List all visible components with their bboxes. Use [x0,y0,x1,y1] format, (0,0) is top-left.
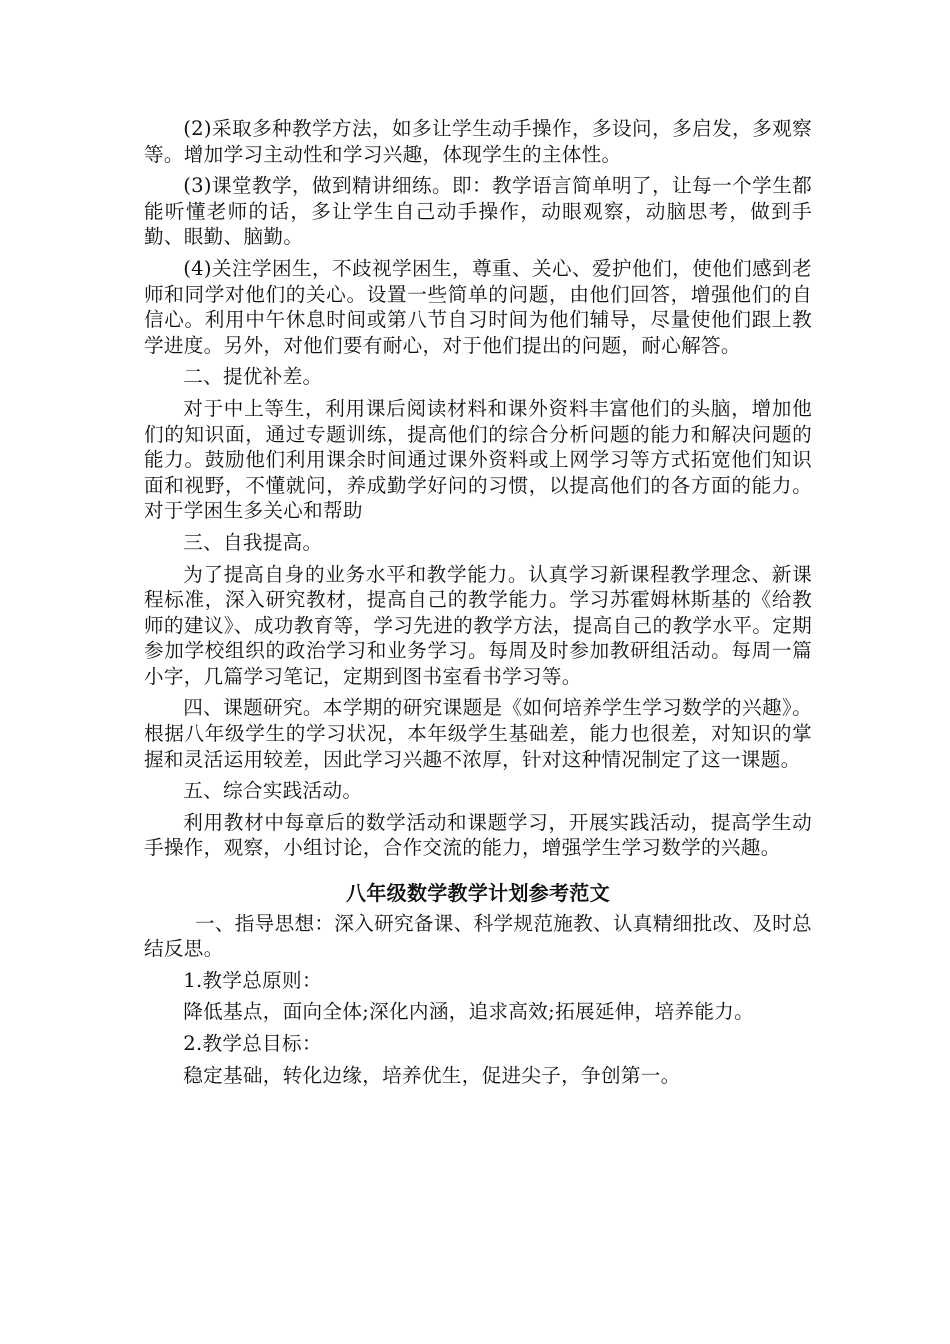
heading-goal: 2.教学总目标： [183,1032,322,1055]
document-page [144,116,812,1094]
paragraph-research: 四、课题研究。本学期的研究课题是《如何培养学生学习数学的兴趣》。根据八年级学生的学习状况，本年级学生基础差，能力也很差，对知识的掌握和灵活运用较差，因此学习兴趣不浓厚，针对这种情况制定了这一课题。 [144,696,812,771]
paragraph-goal: 稳定基础，转化边缘，培养优生，促进尖子，争创第一。 [183,1063,681,1087]
heading-principle: 1.教学总原则： [183,968,322,992]
paragraph-self-improvement: 为了提高自身的业务水平和教学能力。认真学习新课程教学理念、新课程标准，深入研究教材，提高自己的教学能力。学习苏霍姆林斯基的《给教师的建议》、成功教育等，学习先进的教学方法，提高自己的教学水平。定期参加学校组织的政治学习和业务学习。每周及时参加教研组活动。每周一篇小字，几篇学习笔记，定期到图书室看书学习等。 [144,562,812,688]
paragraph-advanced-students: 对于中上等生，利用课后阅读材料和课外资料丰富他们的头脑，增加他们的知识面，通过专题训练，提高他们的综合分析问题的能力和解决问题的能力。鼓励他们利用课余时间通过课外资料或上网学习等方式拓宽他们知识面和视野，不懂就问，养成勤学好问的习惯，以提高他们的各方面的能力。对于学困生多关心和帮助 [144,396,812,523]
section-heading-3: 三、自我提高。 [183,530,323,554]
section-heading-5: 五、综合实践活动。 [183,779,363,803]
paragraph-struggling-students: (4)关注学困生，不歧视学困生，尊重、关心、爱护他们，使他们感到老师和同学对他们的关心。设置一些简单的问题，由他们回答，增强他们的自信心。利用中午休息时间或第八节自习时间为他们辅导，尽量使他们跟上教学进度。另外，对他们要有耐心，对于他们提出的问题，耐心解答。 [144,256,812,357]
paragraph-method: (2)采取多种教学方法，如多让学生动手操作，多设问，多启发，多观察等。增加学习主动性和学习兴趣，体现学生的主体性。 [144,117,812,166]
paragraph-practice: 利用教材中每章后的数学活动和课题学习，开展实践活动，提高学生动手操作，观察，小组讨论，合作交流的能力，增强学生学习数学的兴趣。 [144,810,812,860]
paragraph-guiding-thought: 一、指导思想：深入研究备课、科学规范施教、认真精细批改、及时总结反思。 [144,911,812,961]
paragraph-classroom: (3)课堂教学，做到精讲细练。即：教学语言简单明了，让每一个学生都能听懂老师的话，多让学生自己动手操作，动眼观察，动脑思考，做到手勤、眼勤、脑勤。 [144,174,812,249]
section-heading-2: 二、提优补差。 [183,365,323,389]
paragraph-principle: 降低基点，面向全体;深化内涵，追求高效;拓展延伸，培养能力。 [183,1000,755,1024]
document-title: 八年级数学教学计划参考范文 [346,881,610,906]
